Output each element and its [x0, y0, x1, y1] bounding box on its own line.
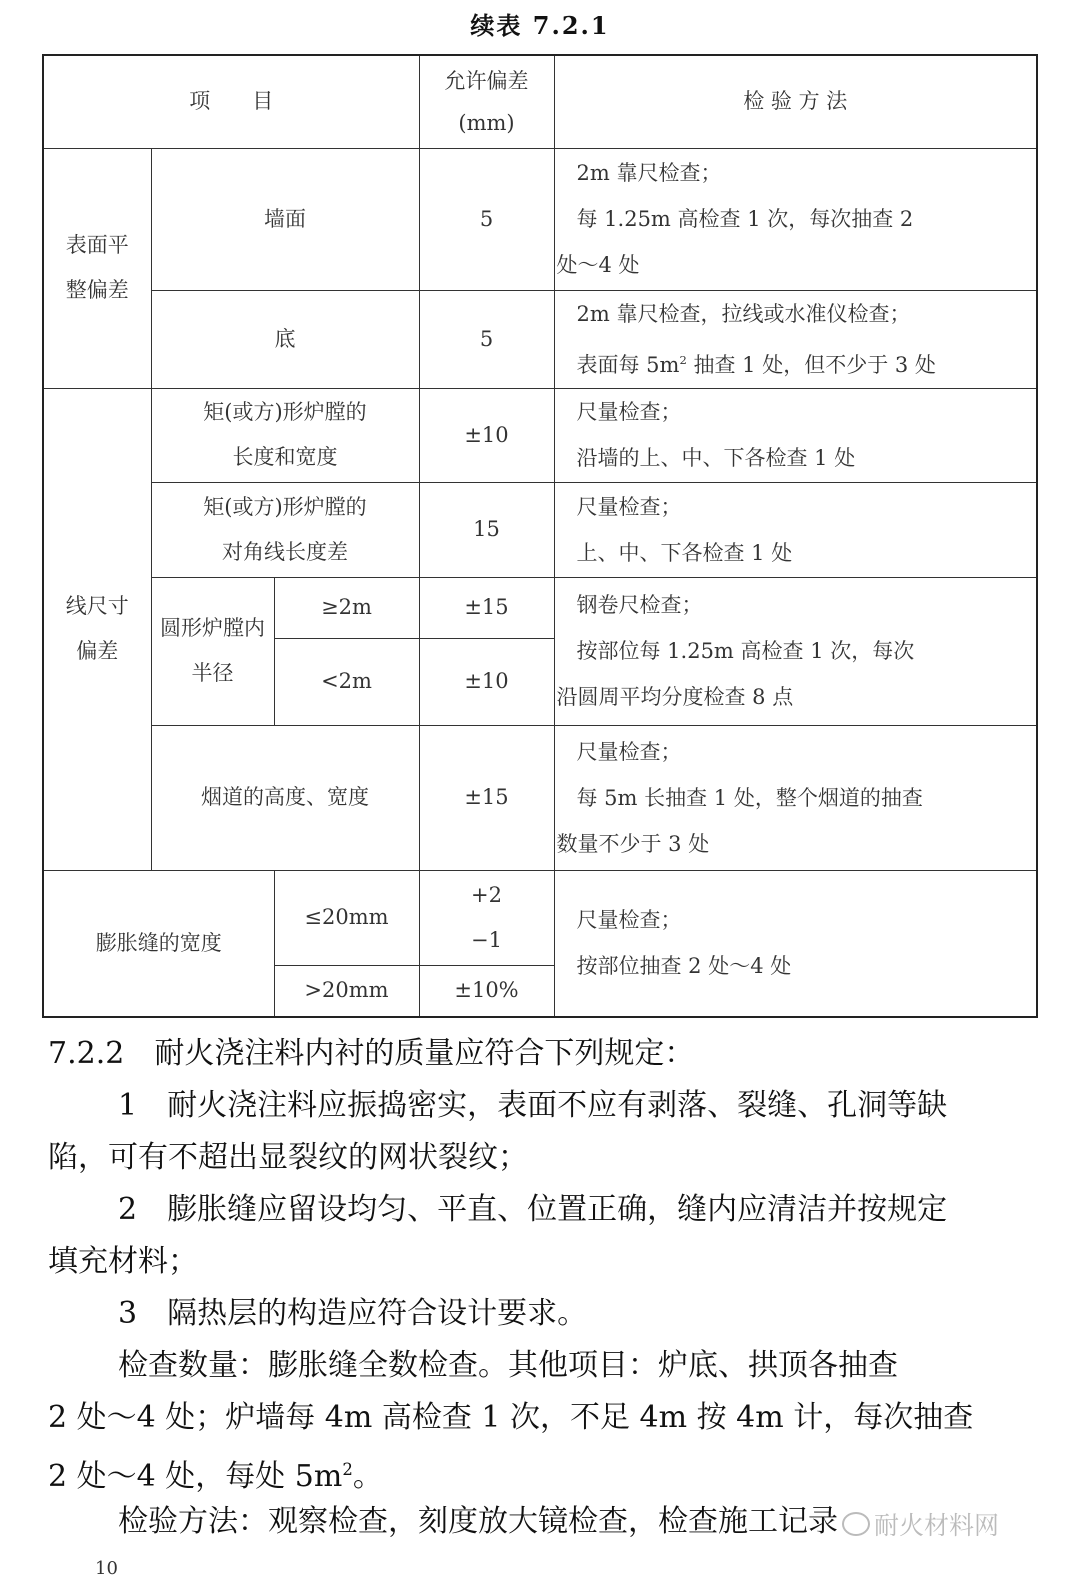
condition: ≥2m — [274, 577, 419, 638]
tolerance: +2 −1 — [419, 870, 554, 965]
table-row — [43, 148, 1037, 290]
paragraph: 陷，可有不超出显裂纹的网状裂纹； — [48, 1140, 528, 1175]
tolerance: ±10 — [419, 638, 554, 725]
section-heading: 7.2.2 耐火浇注料内衬的质量应符合下列规定： — [48, 1036, 695, 1071]
group-surface: 表面平整偏差 — [43, 148, 151, 388]
table-row — [43, 482, 1037, 577]
tolerance: ±15 — [419, 577, 554, 638]
header-tolerance: 允许偏差 (mm) — [419, 55, 554, 148]
item-joint: 膨胀缝的宽度 — [43, 870, 274, 1017]
wechat-icon — [842, 1512, 870, 1536]
tolerance: 5 — [419, 290, 554, 388]
tolerance: ±10 — [419, 388, 554, 482]
method: 尺量检查； 上、中、下各检查 1 处 — [554, 482, 1037, 577]
method: 2m 靠尺检查； 每 1.25m 高检查 1 次，每次抽查 2 处～4 处 — [554, 148, 1037, 290]
table-row — [43, 577, 1037, 638]
paragraph: 2 膨胀缝应留设均匀、平直、位置正确，缝内应清洁并按规定 — [118, 1192, 948, 1227]
condition: ≤20mm — [274, 870, 419, 965]
table-row — [43, 290, 1037, 388]
condition: <2m — [274, 638, 419, 725]
tolerance-table — [42, 54, 1038, 1018]
paragraph: 3 隔热层的构造应符合设计要求。 — [118, 1296, 588, 1331]
item-bottom: 底 — [151, 290, 419, 388]
condition: >20mm — [274, 965, 419, 1017]
group-linear: 线尺寸偏差 — [43, 388, 151, 870]
paragraph: 2 处～4 处；炉墙每 4m 高检查 1 次，不足 4m 按 4m 计，每次抽查 — [48, 1400, 974, 1435]
method: 尺量检查； 按部位抽查 2 处～4 处 — [554, 870, 1037, 1017]
method: 钢卷尺检查； 按部位每 1.25m 高检查 1 次，每次 沿圆周平均分度检查 8 点 — [554, 577, 1037, 725]
item-rect-diagonal: 矩(或方)形炉膛的 对角线长度差 — [151, 482, 419, 577]
paragraph: 1 耐火浇注料应振捣密实，表面不应有剥落、裂缝、孔洞等缺 — [118, 1088, 948, 1123]
watermark: 耐火材料网 — [842, 1506, 999, 1542]
table-row — [43, 870, 1037, 965]
method: 2m 靠尺检查，拉线或水准仪检查； 表面每 $5m^2$ 抽查 1 处，但不少于 3 处 — [554, 290, 1037, 388]
paragraph: 检查数量：膨胀缝全数检查。其他项目：炉底、拱顶各抽查 — [118, 1348, 898, 1383]
tolerance: ±10% — [419, 965, 554, 1017]
header-item: 项 目 — [43, 55, 419, 148]
method: 尺量检查； 每 5m 长抽查 1 处，整个烟道的抽查 数量不少于 3 处 — [554, 725, 1037, 870]
paragraph: 2 处～4 处，每处 $5m^2$。 — [48, 1459, 383, 1494]
table-row — [43, 388, 1037, 482]
header-method: 检 验 方 法 — [554, 55, 1037, 148]
page-number: 10 — [95, 1558, 118, 1579]
table-caption: 续表 7.2.1 — [470, 11, 610, 40]
item-flue: 烟道的高度、宽度 — [151, 725, 419, 870]
tolerance: 5 — [419, 148, 554, 290]
item-rect-length: 矩(或方)形炉膛的 长度和宽度 — [151, 388, 419, 482]
method: 尺量检查； 沿墙的上、中、下各检查 1 处 — [554, 388, 1037, 482]
table-header-row — [43, 55, 1037, 148]
paragraph: 填充材料； — [48, 1244, 198, 1279]
table-row — [43, 725, 1037, 870]
paragraph: 检验方法：观察检查，刻度放大镜检查，检查施工记录 — [118, 1504, 838, 1539]
item-wall: 墙面 — [151, 148, 419, 290]
tolerance: 15 — [419, 482, 554, 577]
item-round-radius: 圆形炉膛内半径 — [151, 577, 274, 725]
tolerance: ±15 — [419, 725, 554, 870]
